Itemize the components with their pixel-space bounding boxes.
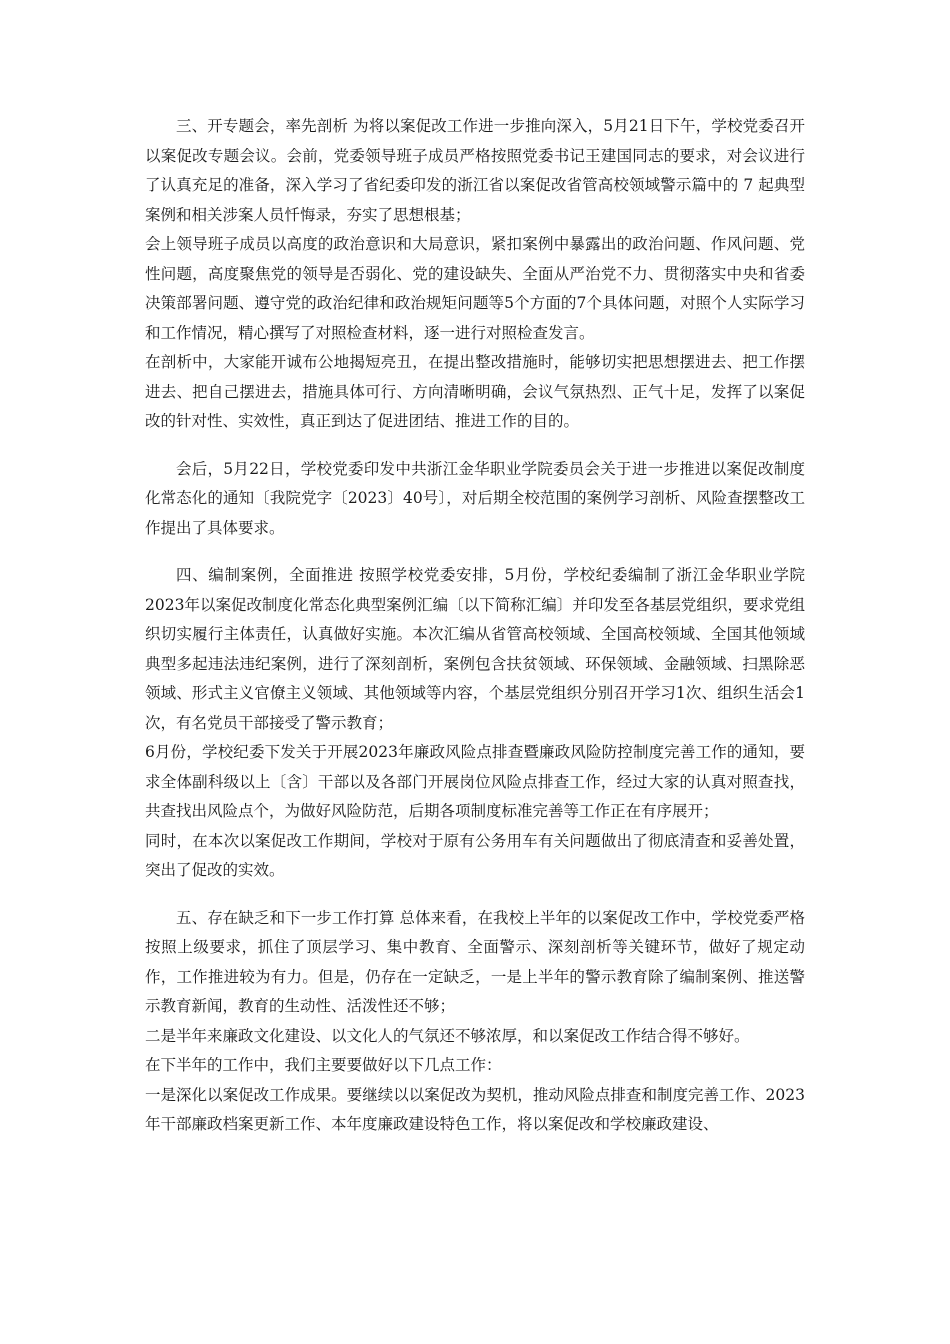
- section-5-plan-item-1-paragraph: 一是深化以案促改工作成果。要继续以以案促改为契机，推动风险点排查和制度完善工作、2023年干部廉政档案更新工作、本年度廉政建设特色工作，将以案促改和学校廉政建设、: [145, 1085, 805, 1133]
- section-3-meeting-paragraph: 会上领导班子成员以高度的政治意识和大局意识，紧扣案例中暴露出的政治问题、作风问题、党性问题，高度聚焦党的领导是否弱化、党的建设缺失、全面从严治党不力、贯彻落实中央和省委决策部署问题、遵守党的政治纪律和政治规矩问题等5个方面的7个具体问题，对照个人实际学习和工作情况，精心撰写了对照检查材料，逐一进行对照检查发言。: [145, 235, 805, 342]
- paragraph-gap: [145, 437, 805, 455]
- section-4-june-paragraph: 6月份，学校纪委下发关于开展2023年廉政风险点排查暨廉政风险防控制度完善工作的通知，要求全体副科级以上〔含〕干部以及各部门开展岗位风险点排查工作，经过大家的认真对照查找，共查找出风险点个，为做好风险防范，后期各项制度标准完善等工作正在有序展开；: [145, 743, 805, 820]
- paragraph-gap: [145, 543, 805, 561]
- section-3-analysis-paragraph: 在剖析中，大家能开诚布公地揭短亮丑，在提出整改措施时，能够切实把思想摆进去、把工作摆进去、把自己摆进去，措施具体可行、方向清晰明确，会议气氛热烈、正气十足，发挥了以案促改的针对性、实效性，真正到达了促进团结、推进工作的目的。: [145, 353, 805, 430]
- section-3-opening-paragraph: 三、开专题会，率先剖析 为将以案促改工作进一步推向深入，5月21日下午，学校党委召开以案促改专题会议。会前，党委领导班子成员严格按照党委书记王建国同志的要求，对会议进行了认真充足的准备，深入学习了省纪委印发的浙江省以案促改省管高校领域警示篇中的 7 起典型案例和相关涉案人员忏悔录，夯实了思想根基；: [145, 117, 805, 224]
- section-5-opening-paragraph: 五、存在缺乏和下一步工作打算 总体来看，在我校上半年的以案促改工作中，学校党委严格按照上级要求，抓住了顶层学习、集中教育、全面警示、深刻剖析等关键环节，做好了规定动作，工作推进较为有力。但是，仍存在一定缺乏，一是上半年的警示教育除了编制案例、推送警示教育新闻，教育的生动性、活泼性还不够；: [145, 908, 805, 1015]
- section-4-vehicle-paragraph: 同时，在本次以案促改工作期间，学校对于原有公务用车有关问题做出了彻底清查和妥善处置，突出了促改的实效。: [145, 831, 805, 879]
- section-5-culture-paragraph: 二是半年来廉政文化建设、以文化人的气氛还不够浓厚，和以案促改工作结合得不够好。: [145, 1026, 750, 1045]
- section-4-opening-paragraph: 四、编制案例，全面推进 按照学校党委安排，5月份，学校纪委编制了浙江金华职业学院2023年以案促改制度化常态化典型案例汇编〔以下简称汇编〕并印发至各基层党组织，要求党组织切实履行主体责任，认真做好实施。本次汇编从省管高校领域、全国高校领域、全国其他领域典型多起违法违纪案例，进行了深刻剖析，案例包含扶贫领域、环保领域、金融领域、扫黑除恶领域、形式主义官僚主义领域、其他领域等内容，个基层党组织分别召开学习1次、组织生活会1次，有名党员干部接受了警示教育；: [145, 566, 805, 732]
- section-5-plan-intro-paragraph: 在下半年的工作中，我们主要要做好以下几点工作：: [145, 1056, 502, 1074]
- document-page: [145, 112, 805, 1140]
- paragraph-gap: [145, 886, 805, 904]
- section-3-followup-paragraph: 会后，5月22日，学校党委印发中共浙江金华职业学院委员会关于进一步推进以案促改制度化常态化的通知〔我院党字〔2023〕40号〕，对后期全校范围的案例学习剖析、风险查摆整改工作提出了具体要求。: [145, 459, 805, 537]
